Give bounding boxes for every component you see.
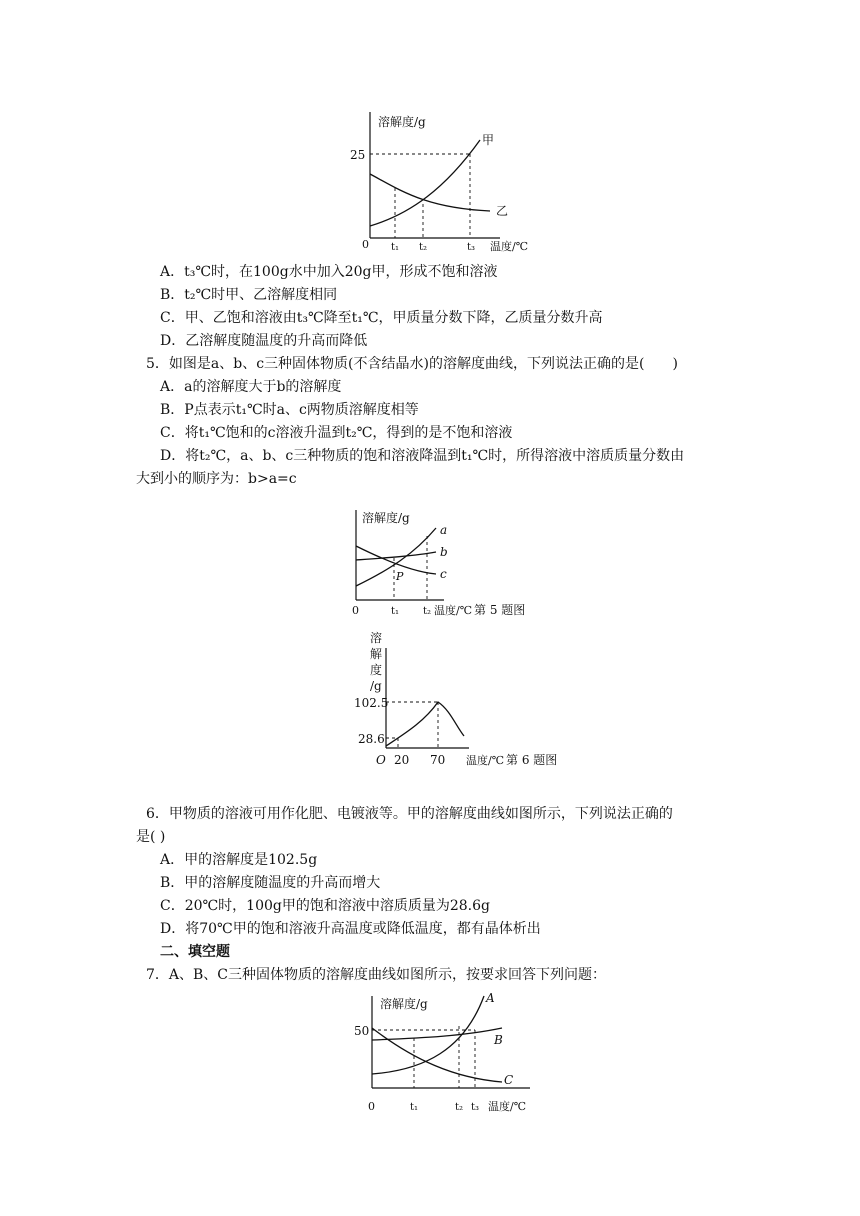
x-axis-label: 温度/℃ [490,240,529,253]
label-B: B [494,1033,503,1047]
q6-option-c: C．20℃时，100g甲的饱和溶液中溶质质量为28.6g [160,898,491,914]
label-b: b [440,545,448,559]
y-axis-label: 溶解度/g [380,997,428,1011]
q6-option-d: D．将70℃甲的饱和溶液升高温度或降低温度，都有晶体析出 [160,921,541,937]
y-tick-102-5: 102.5 [354,696,389,710]
q4-option-c: C．甲、乙饱和溶液由t₃℃降至t₁℃，甲质量分数下降，乙质量分数升高 [160,310,603,326]
x-tick-t2: t₂ [419,242,428,253]
x-axis-label: 温度/℃ [434,604,473,617]
x-tick-t3: t₃ [471,1102,480,1113]
y-axis-label-char-4: /g [370,679,382,693]
origin-label: 0 [368,1100,375,1113]
origin-label: O [376,753,386,767]
q4-option-b: B．t₂℃时甲、乙溶解度相同 [160,287,338,303]
point-p-label: P [396,570,404,583]
x-axis-label: 温度/℃ [466,754,505,767]
x-tick-t2: t₂ [455,1102,464,1113]
section-heading-fill-blank: 二、填空题 [160,944,230,960]
label-jia: 甲 [482,133,495,147]
y-axis-label: 溶解度/g [362,511,410,525]
y-axis-label-char-2: 解 [370,647,383,661]
curve-yi [370,174,490,211]
q5-option-d: D．将t₂℃，a、b、c三种物质的饱和溶液降温到t₁℃时，所得溶液中溶质质量分数由 [160,448,685,464]
y-axis-label-char-3: 度 [370,663,383,677]
origin-label: 0 [362,238,369,251]
q6-solubility-figure [354,630,584,770]
label-yi: 乙 [496,204,509,218]
x-tick-t1: t₁ [391,606,400,617]
x-tick-20: 20 [394,753,410,767]
y-tick-50: 50 [354,1024,370,1038]
q6-option-b: B．甲的溶解度随温度的升高而增大 [160,875,381,891]
curve-b [356,552,436,560]
figure-caption: 第 6 题图 [506,753,558,767]
x-tick-t2: t₂ [423,606,432,617]
q5-option-c: C．将t₁℃饱和的c溶液升温到t₂℃，得到的是不饱和溶液 [160,425,513,441]
q4-solubility-figure [340,104,540,256]
x-tick-70: 70 [430,753,446,767]
label-A: A [486,991,495,1005]
label-c: c [440,567,447,581]
q5-solubility-figure [344,506,564,622]
q5-option-d-cont: 大到小的顺序为：b>a=c [136,471,297,487]
y-tick-25: 25 [350,148,366,162]
x-tick-t1: t₁ [410,1102,419,1113]
q5-option-a: A．a的溶解度大于b的溶解度 [160,379,342,395]
origin-label: 0 [352,604,359,617]
label-C: C [504,1073,514,1087]
q5-option-b: B．P点表示t₁℃时a、c两物质溶解度相等 [160,402,419,418]
q6-stem-line2: 是( ) [136,829,166,845]
q6-option-a: A．甲的溶解度是102.5g [160,852,318,868]
x-tick-t1: t₁ [391,242,400,253]
y-tick-28-6: 28.6 [358,732,385,746]
label-a: a [440,523,448,537]
q4-option-d: D．乙溶解度随温度的升高而降低 [160,333,368,349]
x-axis-label: 温度/℃ [488,1100,527,1113]
figure-caption: 第 5 题图 [474,603,526,617]
q4-option-a: A．t₃℃时，在100g水中加入20g甲，形成不饱和溶液 [160,264,498,280]
q5-stem: 5．如图是a、b、c三种固体物质(不含结晶水)的溶解度曲线，下列说法正确的是( ) [146,356,678,372]
y-axis-label: 溶解度/g [378,115,426,129]
x-tick-t3: t₃ [467,242,476,253]
q7-solubility-figure [344,990,554,1116]
y-axis-label-char-1: 溶 [370,631,383,645]
q7-stem: 7．A、B、C三种固体物质的溶解度曲线如图所示，按要求回答下列问题： [146,967,607,983]
q6-stem-line1: 6．甲物质的溶液可用作化肥、电镀液等。甲的溶解度曲线如图所示，下列说法正确的 [146,806,673,822]
